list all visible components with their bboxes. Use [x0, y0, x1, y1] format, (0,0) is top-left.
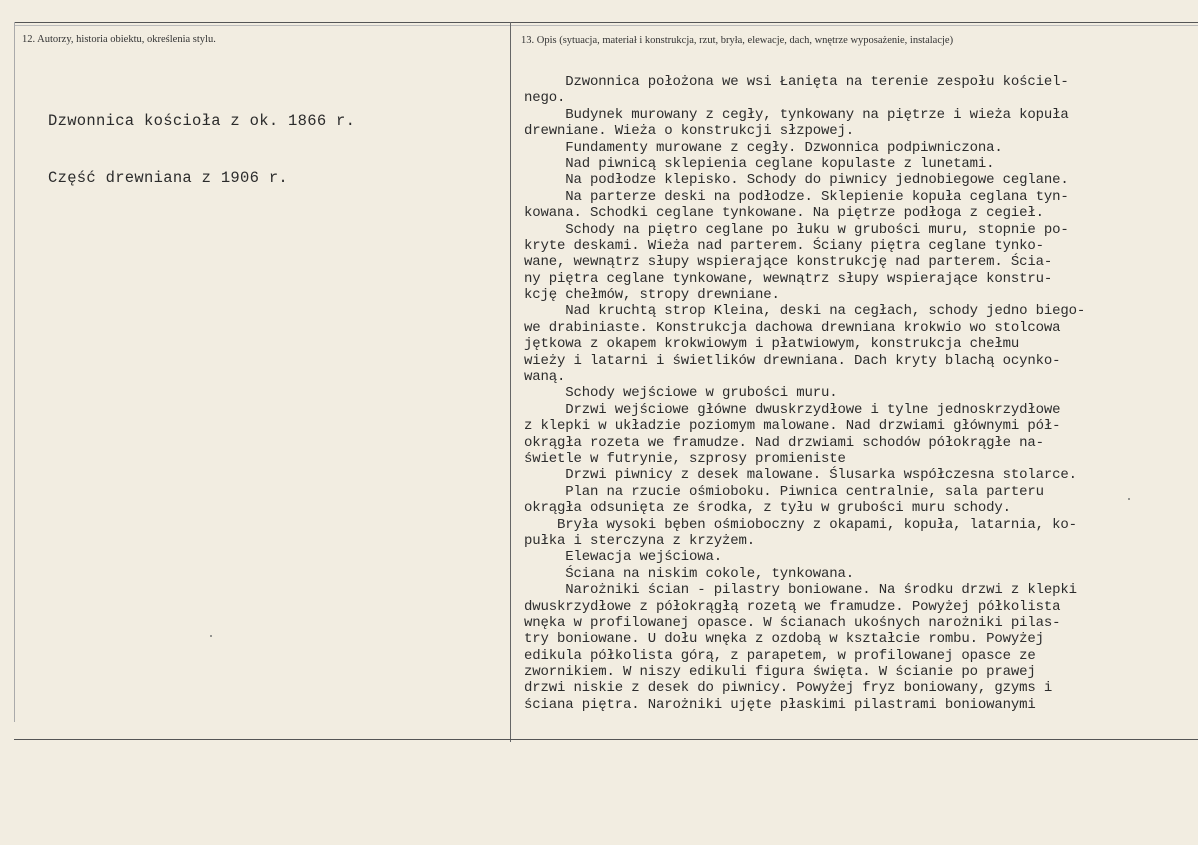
- section-12-text: [48, 74, 355, 226]
- description-line: zwornikiem. W niszy edikuli figura święta. W ścianie po prawej: [524, 664, 1036, 681]
- paper-speck: [1128, 498, 1130, 500]
- description-line: Bryła wysoki bęben ośmioboczny z okapami, kopuła, latarnia, ko-: [524, 516, 1077, 533]
- description-line: we drabiniaste. Konstrukcja dachowa drewniana krokwio wo stolcowa: [524, 319, 1061, 336]
- description-line: nego.: [524, 90, 566, 107]
- description-line: try boniowane. U dołu wnęka z ozdobą w kształcie rombu. Powyżej: [524, 631, 1044, 648]
- top-rule: [14, 22, 1198, 23]
- description-line: Elewacja wejściowa.: [524, 549, 723, 566]
- description-line: Schody na piętro ceglane po łuku w grubości muru, stopnie po-: [524, 221, 1069, 238]
- bottom-rule: [14, 739, 1198, 740]
- description-line: Drzwi wejściowe główne dwuskrzydłowe i tylne jednoskrzydłowe: [524, 401, 1061, 418]
- description-line: Dzwonnica położona we wsi Łanięta na terenie zespołu kościel-: [524, 74, 1069, 90]
- description-line: Nad kruchtą strop Kleina, deski na cegłach, schody jedno biego-: [524, 303, 1086, 320]
- section-13-header: 13. Opis (sytuacja, materiał i konstrukcja, rzut, bryła, elewacje, dach, wnętrze wyposażenie, instalacje): [521, 35, 954, 46]
- description-line: Fundamenty murowane z cegły. Dzwonnica podpiwniczona.: [524, 139, 1003, 156]
- description-line: Drzwi piwnicy z desek malowane. Ślusarka współczesna stolarce.: [524, 467, 1077, 484]
- column-divider: [510, 22, 511, 742]
- description-line: ściana piętra. Narożniki ujęte płaskimi pilastrami boniowanymi: [524, 696, 1036, 713]
- section-12-header: 12. Autorzy, historia obiektu, określenia stylu.: [22, 34, 216, 45]
- description-line: wnęka w profilowanej opasce. W ścianach ukośnych narożniki pilas-: [524, 614, 1061, 631]
- description-line: okrągła rozeta we framudze. Nad drzwiami schodów półokrągłe na-: [524, 434, 1044, 451]
- description-line: wane, wewnątrz słupy wspierające konstrukcję nad parterem. Ścia-: [524, 254, 1053, 271]
- left-border: [14, 22, 15, 722]
- description-line: dwuskrzydłowe z półokrągłą rozetą we framudze. Powyżej półkolista: [524, 598, 1061, 615]
- description-line: jętkowa z okapem krokwiowym i płatwiowym, konstrukcja chełmu: [524, 336, 1020, 353]
- description-line: waną.: [524, 369, 566, 386]
- description-line: z klepki w układzie poziomym malowane. Nad drzwiami głównymi pół-: [524, 418, 1061, 435]
- history-line: Część drewniana z 1906 r.: [48, 169, 289, 187]
- description-line: Na podłodze klepisko. Schody do piwnicy jednobiegowe ceglane.: [524, 172, 1069, 189]
- description-line: wieży i latarni i świetlików drewniana. Dach kryty blachą ocynko-: [524, 352, 1061, 369]
- description-line: Ściana na niskim cokole, tynkowana.: [524, 565, 855, 582]
- description-line: Budynek murowany z cegły, tynkowany na piętrze i wieża kopuła: [524, 106, 1069, 123]
- description-line: Nad piwnicą sklepienia ceglane kopulaste z lunetami.: [524, 155, 995, 172]
- description-line: Na parterze deski na podłodze. Sklepienie kopuła ceglana tyn-: [524, 188, 1069, 205]
- description-line: pułka i sterczyna z krzyżem.: [524, 532, 756, 549]
- section-13-text: [524, 74, 1194, 713]
- history-line: Dzwonnica kościoła z ok. 1866 r.: [48, 112, 356, 130]
- description-line: kryte deskami. Wieża nad parterem. Ściany piętra ceglane tynko-: [524, 237, 1044, 254]
- description-line: Schody wejściowe w grubości muru.: [524, 385, 838, 402]
- description-line: edikula półkolista górą, z parapetem, w profilowanej opasce ze: [524, 647, 1036, 664]
- paper-speck: [210, 635, 212, 637]
- description-line: Narożniki ścian - pilastry boniowane. Na środku drzwi z klepki: [524, 582, 1077, 599]
- description-line: okrągła odsunięta ze środka, z tyłu w grubości muru schody.: [524, 500, 1011, 517]
- description-line: drewniane. Wieża o konstrukcji słzpowej.: [524, 123, 855, 140]
- description-line: ny piętra ceglane tynkowane, wewnątrz słupy wspierające konstru-: [524, 270, 1053, 287]
- description-line: świetle w futrynie, szprosy promieniste: [524, 450, 846, 467]
- description-line: kcję chełmów, stropy drewniane.: [524, 287, 780, 304]
- description-line: kowana. Schodki ceglane tynkowane. Na piętrze podłoga z cegieł.: [524, 205, 1044, 222]
- top-rule-shadow: [14, 25, 1198, 26]
- description-line: Plan na rzucie ośmioboku. Piwnica centralnie, sala parteru: [524, 483, 1044, 500]
- description-line: drzwi niskie z desek do piwnicy. Powyżej fryz boniowany, gzyms i: [524, 680, 1053, 697]
